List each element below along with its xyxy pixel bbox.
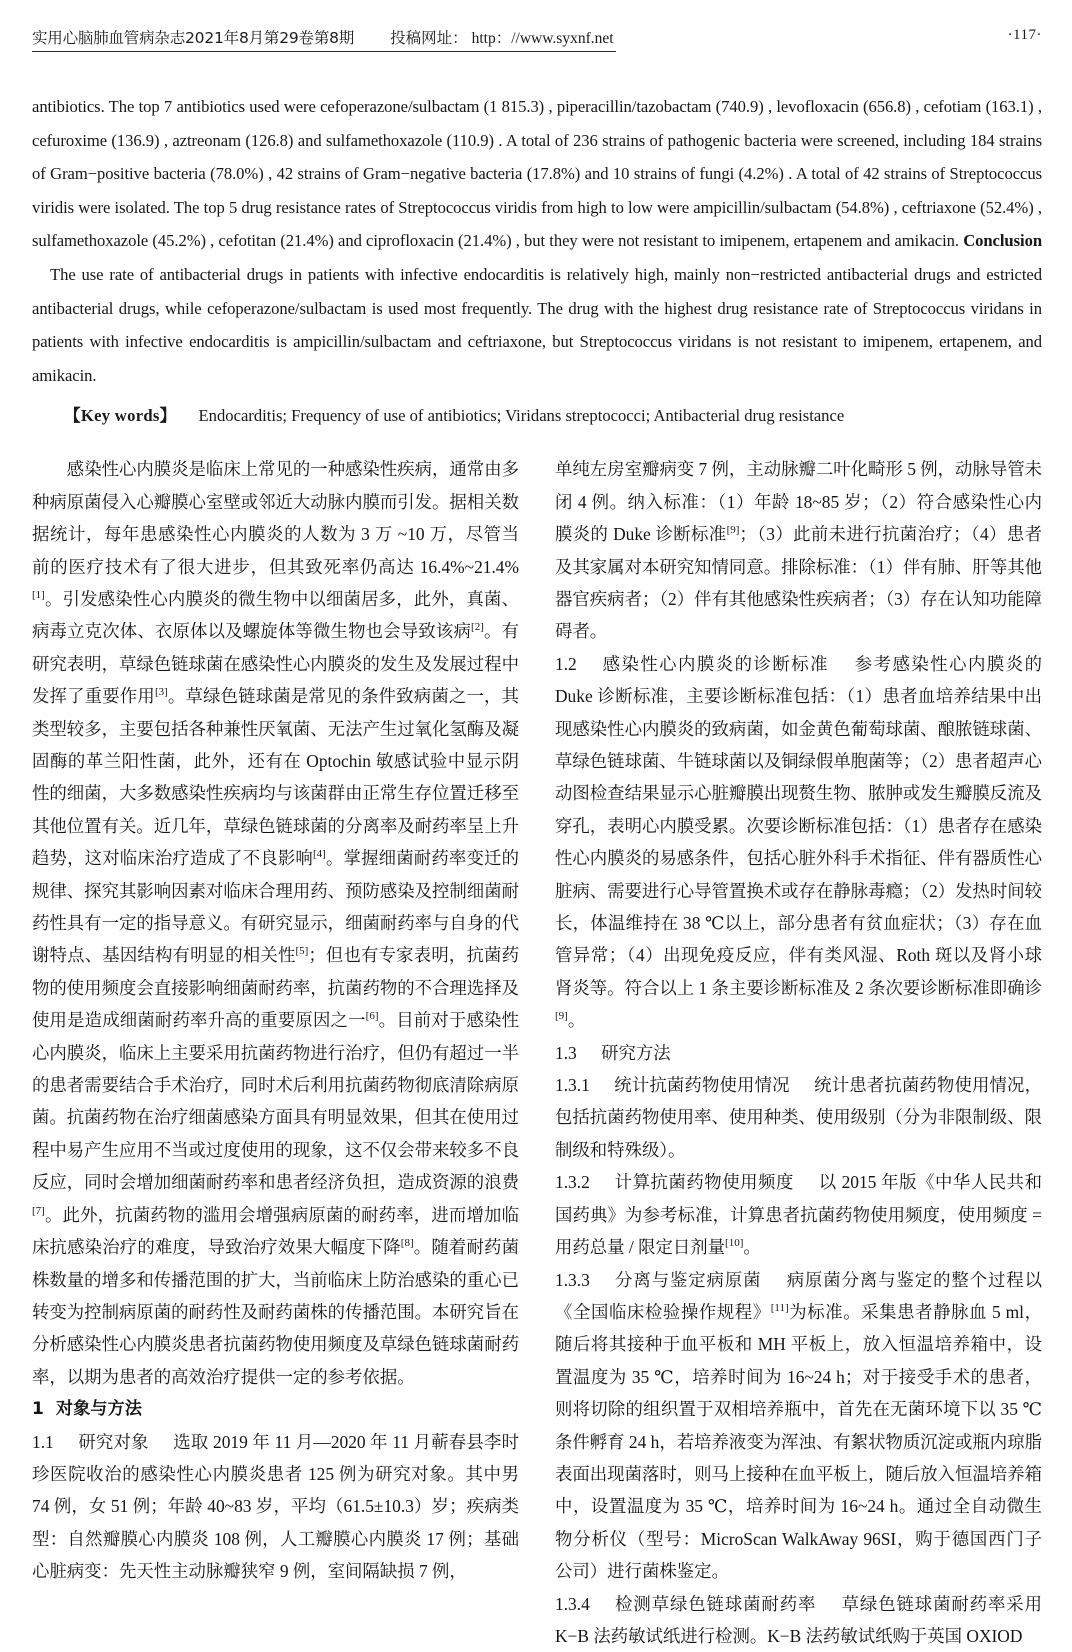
body-columns (32, 453, 1042, 1652)
continuation-text-1: 单纯左房室瓣病变 7 例，主动脉瓣二叶化畸形 5 例，动脉导管未闭 4 例。纳入标准：（1）年龄 18~85 岁；（2）符合感染性心内膜炎的 Duke 诊断标准 (555, 459, 1042, 545)
reference-marker-11: [11] (770, 1302, 789, 1315)
subsection-1-3-1 (555, 1069, 1042, 1166)
subsection-number-1-3-1: 1.3.1 (555, 1075, 590, 1096)
continuation-text-2: ；（3）此前未进行抗菌治疗；（4）患者及其家属对本研究知情同意。排除标准：（1）伴有肺、肝等其他器官疾病者；（2）伴有其他感染性疾病者；（3）存在认知功能障碍者。 (555, 524, 1042, 642)
subsection-number-1-2: 1.2 (555, 653, 577, 674)
subsection-title-1-3-2: 计算抗菌药物使用频度 (614, 1172, 794, 1193)
section-title-1: 对象与方法 (56, 1399, 143, 1420)
journal-url: http：//www.syxnf.net (471, 30, 614, 47)
reference-marker-9b: [9] (555, 1010, 568, 1023)
subsection-body-1-3-3b: 为标准。采集患者静脉血 5 ml，随后将其接种于血平板和 MH 平板上，放入恒温培养箱中，设置温度为 35 ℃，培养时间为 16~24 h；对于接受手术的患者，则将切除的组织置于双相培养瓶中，首先在无菌环境下以 35 ℃条件孵育 24 h，若培养液变为浑浊、有絮状物质沉淀或瓶内琼脂表面出现菌落时，则马上接种在血平板上，随后放入恒温培养箱中，设置温度为 35 ℃，培养时间为 16~24 h。通过全自动微生物分析仪（型号：MicroScan WalkAway 96SI，购于德国西门子公司）进行菌株鉴定。 (555, 1301, 1042, 1582)
reference-marker-10: [10] (725, 1237, 744, 1250)
subsection-1-1-continued (555, 453, 1042, 647)
intro-text-9: 。随着耐药菌株数量的增多和传播范围的扩大，当前临床上防治感染的重心已转变为控制病原菌的耐药性及耐药菌株的传播范围。本研究旨在分析感染性心内膜炎患者抗菌药物使用频度及草绿色链球菌耐药率，以期为患者的高效治疗提供一定的参考依据。 (32, 1237, 519, 1387)
journal-citation: 实用心脑肺血管病杂志2021年8月第29卷第8期 (32, 29, 355, 47)
subsection-title-1-3-4: 检测草绿色链球菌耐药率 (614, 1593, 817, 1614)
subsection-body-1-2: 参考感染性心内膜炎的 Duke 诊断标准，主要诊断标准包括：（1）患者血培养结果中出现感染性心内膜炎的致病菌，如金黄色葡萄球菌、酿脓链球菌、草绿色链球菌、牛链球菌以及铜绿假单胞菌等；（2）患者超声心动图检查结果显示心脏瓣膜出现赘生物、脓肿或发生瓣膜反流及穿孔，表明心内膜受累。次要诊断标准包括：（1）患者存在感染性心内膜炎的易感条件，包括心脏外科手术指征、伴有器质性心脏病、需要进行心导管置换术或存在静脉毒瘾；（2）发热时间较长，体温维持在 38 ℃以上，部分患者有贫血症状；（3）存在血管异常；（4）出现免疫反应，伴有类风湿、Roth 斑以及肾小球肾炎等。符合以上 1 条主要诊断标准及 2 条次要诊断标准即确诊 (555, 653, 1042, 998)
reference-marker-5: [5] (295, 945, 309, 958)
subsection-body-1-3-4: 草绿色链球菌耐药率采用 K−B 法药敏试纸进行检测。K−B 法药敏试纸购于英国 OXIOD (555, 1593, 1042, 1646)
subsection-title-1-3: 研究方法 (601, 1042, 671, 1063)
keywords-text: Endocarditis; Frequency of use of antibiotics; Viridans streptococci; Antibacterial drug resistance (198, 406, 845, 426)
section-number-1: 1 (32, 1399, 45, 1420)
abstract-body: antibiotics. The top 7 antibiotics used were cefoperazone/sulbactam (1 815.3) , piperacillin/tazobactam (740.9) , levofloxacin (656.8) , cefotiam (163.1) , cefuroxime (136.9) , aztreonam (126.8) and sulfamethoxazole (110.9) . A total of 236 strains of pathogenic bacteria were screened, including 184 strains of Gram−positive bacteria (78.0%) , 42 strains of Gram−negative bacteria (17.8%) and 10 strains of fungi (4.2%) . A total of 42 strains of Streptococcus viridis were isolated. The top 5 drug resistance rates of Streptococcus viridis from high to low were ampicillin/sulbactam (54.8%) , ceftriaxone (52.4%) , sulfamethoxazole (45.2%) , cefotitan (21.4%) and ciprofloxacin (21.4%) , but they were not resistant to imipenem, ertapenem and amikacin. (32, 97, 1042, 251)
reference-marker-6: [6] (365, 1010, 379, 1023)
submission-label: 投稿网址： (390, 29, 468, 47)
running-head (32, 26, 1042, 62)
intro-text-2: 。引发感染性心内膜炎的微生物中以细菌居多，此外，真菌、病毒立克次体、衣原体以及螺旋体等微生物也会导致该病 (32, 588, 519, 642)
page-number: ·117· (1007, 27, 1042, 43)
subsection-title-1-1: 研究对象 (78, 1431, 149, 1452)
intro-paragraph (32, 453, 519, 1393)
reference-marker-7: [7] (32, 1204, 45, 1217)
subsection-1-3-2 (555, 1166, 1042, 1263)
right-column (555, 453, 1042, 1652)
subsection-number-1-3-3: 1.3.3 (555, 1269, 590, 1290)
subsection-title-1-3-3: 分离与鉴定病原菌 (614, 1269, 762, 1290)
subsection-number-1-3: 1.3 (555, 1042, 577, 1063)
subsection-1-2 (555, 648, 1042, 1037)
keywords-label: 【Key words】 (64, 406, 177, 426)
subsection-end-1-2: 。 (567, 1010, 586, 1031)
intro-text-4: 。草绿色链球菌是常见的条件致病菌之一，其类型较多，主要包括各种兼性厌氧菌、无法产生过氧化氢酶及凝固酶的革兰阳性菌，此外，还有在 Optochin 敏感试验中显示阴性的细菌，大多数感染性疾病均与该菌群由正常生存位置迁移至其他位置有关。近几年，草绿色链球菌的分离率及耐药率呈上升趋势，这对临床治疗造成了不良影响 (32, 686, 519, 869)
english-abstract (32, 90, 1042, 392)
reference-marker-4: [4] (312, 848, 326, 861)
keywords-line (32, 401, 1042, 431)
subsection-title-1-3-1: 统计抗菌药物使用情况 (614, 1075, 790, 1096)
reference-marker-1: [1] (32, 589, 45, 602)
reference-marker-8: [8] (400, 1237, 414, 1250)
running-head-left (32, 26, 616, 52)
subsection-body-1-3-3: 病原菌分离与鉴定的整个过程以《全国临床检验操作规程》 (555, 1269, 1042, 1322)
section-heading-1 (32, 1393, 519, 1425)
intro-text-3: 。有研究表明，草绿色链球菌在感染性心内膜炎的发生及发展过程中发挥了重要作用 (32, 621, 519, 707)
subsection-number-1-1: 1.1 (32, 1431, 54, 1452)
subsection-1-3-3 (555, 1264, 1042, 1588)
intro-text-7: 。目前对于感染性心内膜炎，临床上主要采用抗菌药物进行治疗，但仍有超过一半的患者需要结合手术治疗，同时术后利用抗菌药物彻底清除病原菌。抗菌药物在治疗细菌感染方面具有明显效果，但其在使用过程中易产生应用不当或过度使用的现象，这不仅会带来较多不良反应，同时会增加细菌耐药率和患者经济负担，造成资源的浪费 (32, 1010, 519, 1193)
reference-marker-3: [3] (154, 686, 168, 699)
subsection-1-1 (32, 1426, 519, 1588)
intro-text-8: 。此外，抗菌药物的滥用会增强病原菌的耐药率，进而增加临床抗感染治疗的难度，导致治疗效果大幅度下降 (32, 1204, 519, 1258)
subsection-body-1-3-2: 以 2015 年版《中华人民共和国药典》为参考标准，计算患者抗菌药物使用频度，使用频度 = 用药总量 / 限定日剂量 (555, 1172, 1042, 1258)
subsection-body-1-1: 选取 2019 年 11 月—2020 年 11 月蕲春县李时珍医院收治的感染性心内膜炎患者 125 例为研究对象。其中男 74 例，女 51 例；年龄 40~83 岁，平均（61.5±10.3）岁；疾病类型：自然瓣膜心内膜炎 108 例，人工瓣膜心内膜炎 17 例；基础心脏病变：先天性主动脉瓣狭窄 9 例，室间隔缺损 7 例， (32, 1431, 519, 1582)
abstract-conclusion-text: The use rate of antibacterial drugs in patients with infective endocarditis is relatively high, mainly non−restricted antibacterial drugs and estricted antibacterial drugs, while cefoperazone/sulbactam is used most frequently. The drug with the highest drug resistance rate of Streptococcus viridans in patients with infective endocarditis is ampicillin/sulbactam and ceftriaxone, but Streptococcus viridans is not resistant to imipenem, ertapenem, and amikacin. (32, 264, 1042, 385)
subsection-body-1-3-1: 统计患者抗菌药物使用情况，包括抗菌药物使用率、使用种类、使用级别（分为非限制级、限制级和特殊级）。 (555, 1075, 1042, 1160)
intro-text-5: 。掌握细菌耐药率变迁的规律、探究其影响因素对临床合理用药、预防感染及控制细菌耐药性具有一定的指导意义。有研究显示，细菌耐药率与自身的代谢特点、基因结构有明显的相关性 (32, 848, 519, 966)
reference-marker-2: [2] (471, 621, 484, 634)
subsection-number-1-3-4: 1.3.4 (555, 1593, 590, 1614)
left-column (32, 453, 519, 1652)
subsection-title-1-2: 感染性心内膜炎的诊断标准 (601, 653, 829, 674)
subsection-1-3-4 (555, 1588, 1042, 1652)
intro-text-6: ；但也有专家表明，抗菌药物的使用频度会直接影响细菌耐药率，抗菌药物的不合理选择及使用是造成细菌耐药率升高的重要原因之一 (32, 945, 519, 1031)
abstract-conclusion-label: Conclusion (963, 231, 1042, 251)
subsection-number-1-3-2: 1.3.2 (555, 1172, 590, 1193)
subsection-1-3 (555, 1037, 1042, 1069)
intro-text-1: 感染性心内膜炎是临床上常见的一种感染性疾病，通常由多种病原菌侵入心瓣膜心室壁或邻近大动脉内膜而引发。据相关数据统计，每年患感染性心内膜炎的人数为 3 万 ~10 万，尽管当前的医疗技术有了很大进步，但其致死率仍高达 16.4%~21.4% (32, 459, 519, 577)
reference-marker-9a: [9] (726, 524, 740, 537)
subsection-end-1-3-2: 。 (743, 1237, 761, 1258)
